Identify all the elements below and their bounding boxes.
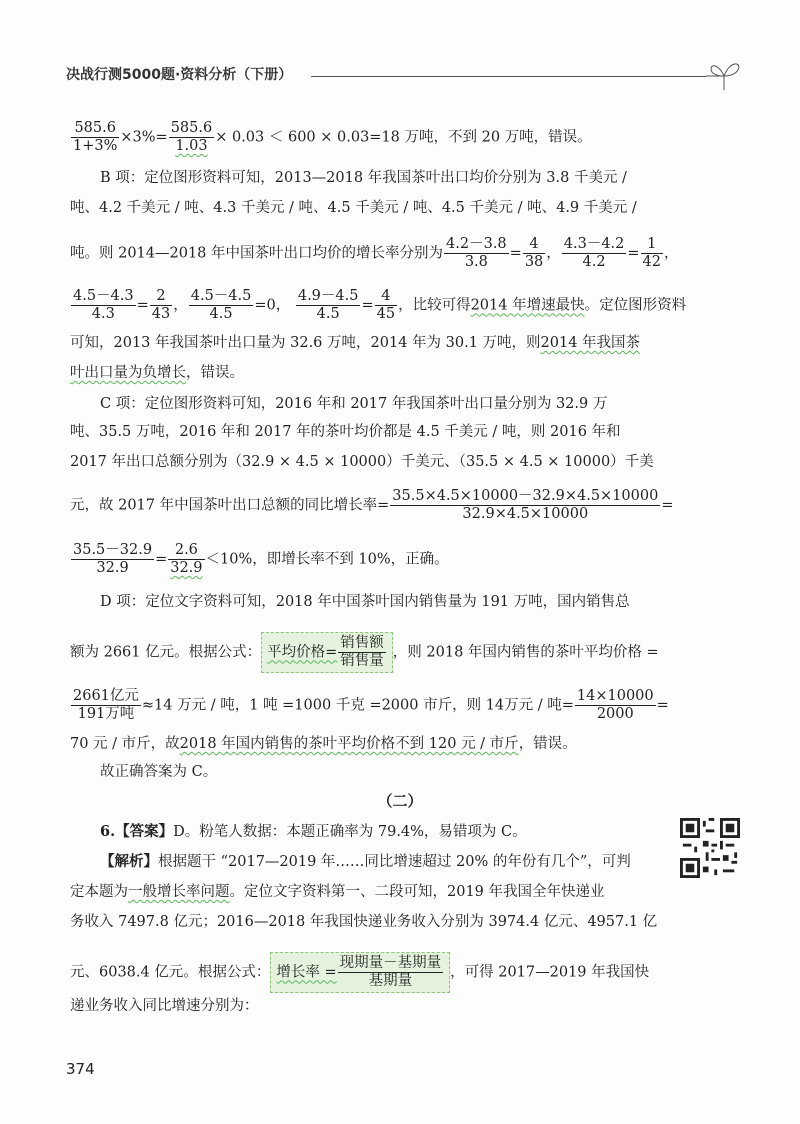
paragraph-line: $\frac{4.5-4.3}{4.3}$ = $\frac{2}{43}$ ， $\frac{4.5-4.5}{4.5}$ =0， $\frac{4.9-4.5}{4.5}$ = $\frac{4}{45}$ ，比较可得2014 年增速最快。定位图形资料 [73, 288, 687, 322]
paragraph-line: 递业务收入同比增速分别为： [70, 998, 259, 1014]
calc-line: $\frac{585.6}{1+3\%}$ ×3%= $\frac{585.6}{1.03}$ × 0.03 ＜ 600 × 0.03=18 万吨，不到 20 万吨，错误。 [73, 120, 592, 154]
fraction: $\frac{585.6}{1.03}$ [170, 120, 213, 154]
paragraph-line: 元，故 2017 年中国茶叶出口总额的同比增长率= $\frac{35.5\times 4.5\times 10000-32.9\times 4.5\times 10000}{32.9\times 4.5\times 10000}$ = [70, 488, 674, 522]
paragraph-line: 定本题为一般增长率问题。定位文字资料第一、二段可知，2019 年我国全年快递业 [70, 884, 605, 900]
paragraph-line: B 项：定位图形资料可知，2013—2018 年我国茶叶出口均价分别为 3.8 千美元 / [100, 170, 627, 186]
paragraph-line: 吨、35.5 万吨，2016 年和 2017 年的茶叶均价都是 4.5 千美元 / 吨，则 2016 年和 [70, 424, 621, 440]
paragraph-line: 故正确答案为 C。 [100, 764, 218, 780]
formula-box: 平均价格= $\frac{\text{销售额}}{\text{销售量}}$ [261, 632, 393, 673]
paragraph-line: 务收入 7497.8 亿元；2016—2018 年我国快递业务收入分别为 3974.4 亿元、4957.1 亿 [70, 914, 658, 930]
page-number: 374 [66, 1060, 95, 1078]
sprout-icon [702, 56, 746, 90]
answer-line: 6.【答案】D。粉笔人数据：本题正确率为 79.4%，易错项为 C。 [100, 823, 527, 840]
paragraph-line: D 项：定位文字资料可知，2018 年中国茶叶国内销售量为 191 万吨，国内销售总 [100, 594, 630, 610]
paragraph-line: $\frac{\text{2661亿元}}{\text{191万吨}}$ ≈14 万元 / 吨，1 吨 =1000 千克 =2000 市斤，则 14万元 / 吨= $\frac{14\times 10000}{2000}$ = [73, 688, 669, 722]
paragraph-line: 70 元 / 市斤，故2018 年国内销售的茶叶平均价格不到 120 元 / 市斤，错误。 [70, 736, 577, 752]
paragraph-line: 吨、4.2 千美元 / 吨、4.3 千美元 / 吨、4.5 千美元 / 吨、4.5 千美元 / 吨、4.9 千美元 / [70, 200, 637, 216]
paragraph-line: 【解析】根据题干 “2017—2019 年……同比增速超过 20% 的年份有几个”，可判 [100, 853, 631, 870]
section-title: （二） [377, 792, 423, 810]
formula-box: 增长率 = $\frac{\text{现期量－基期量}}{\text{基期量}}$ [270, 952, 450, 993]
fraction: $\frac{585.6}{1+3\%}$ [73, 120, 118, 154]
paragraph-line: 额为 2661 亿元。根据公式： 平均价格= $\frac{\text{销售额}}{\text{销售量}}$ ，则 2018 年国内销售的茶叶平均价格 = [70, 632, 659, 673]
page-header [66, 62, 738, 92]
paragraph-line: 吨。则 2014—2018 年中国茶叶出口均价的增长率分别为 $\frac{4.2-3.8}{3.8}$ = $\frac{4}{38}$ ， $\frac{4.3-4.2}{4.2}$ = $\frac{1}{42}$ ， [70, 236, 679, 270]
book-title: 决战行测5000题·资料分析（下册） [66, 67, 293, 83]
paragraph-line: C 项：定位图形资料可知，2016 年和 2017 年我国茶叶出口量分别为 32.9 万 [100, 396, 608, 412]
paragraph-line: 2017 年出口总额分别为（32.9 × 4.5 × 10000）千美元、（35.5 × 4.5 × 10000）千美 [70, 454, 654, 470]
qr-code-icon[interactable] [680, 818, 740, 878]
paragraph-line: 可知，2013 年我国茶叶出口量为 32.6 万吨，2014 年为 30.1 万吨，则2014 年我国茶 [70, 335, 641, 351]
paragraph-line: $\frac{35.5-32.9}{32.9}$ = $\frac{2.6}{32.9}$ ＜10%，即增长率不到 10%，正确。 [73, 542, 449, 576]
header-rule [311, 76, 706, 77]
paragraph-line: 叶出口量为负增长，错误。 [70, 365, 244, 381]
paragraph-line: 元、6038.4 亿元。根据公式： 增长率 = $\frac{\text{现期量－基期量}}{\text{基期量}}$ ，可得 2017—2019 年我国快 [70, 952, 649, 993]
